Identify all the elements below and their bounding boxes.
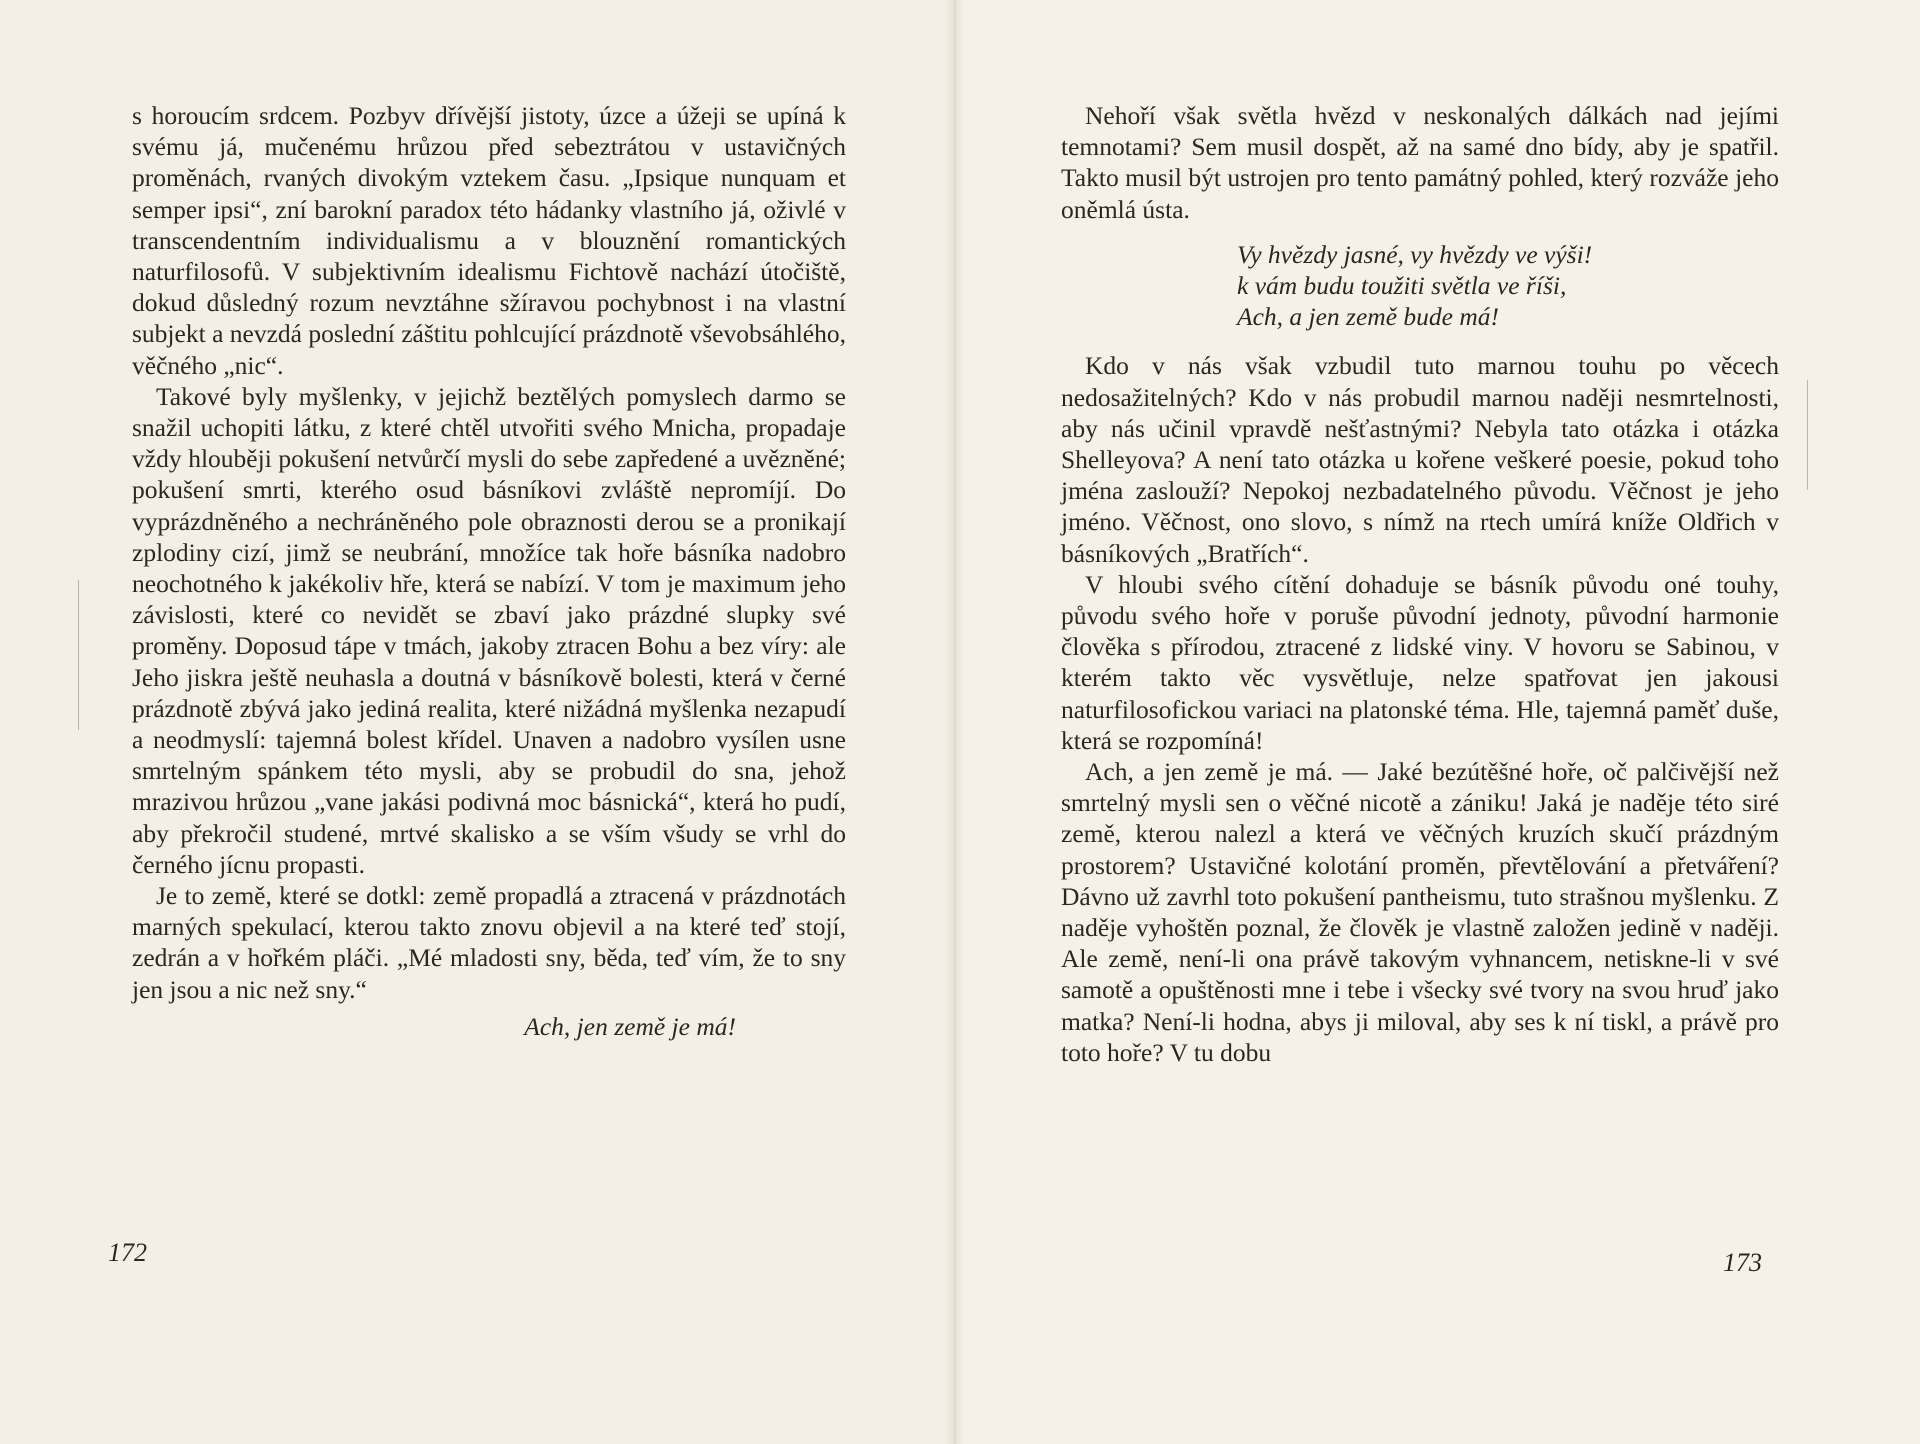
verse-line: Ach, a jen země bude má!	[1237, 302, 1499, 332]
paragraph: Kdo v nás však vzbudil tuto marnou touhu po věcech nedosažitelných? Kdo v nás probudil marnou naději nesmrtelnosti, aby nás učinil vpravdě nešťastnými? Nebyla tato otázka i otázka Shelleyova? A není tato otázka u kořene veškeré poesie, pokud toho jména zaslouží? Nepokoj nezbadatelného původu. Věčnost je jeho jméno. Věčnost, ono slovo, s nímž na rtech umírá kníže Oldřich v básníkových „Bratřích“.	[1061, 351, 1779, 568]
paragraph: V hloubi svého cítění dohaduje se básník původu oné touhy, původu svého hoře v poruše původní jednoty, původní harmonie člověka s přírodou, ztracené z lidské viny. V hovoru se Sabinou, v kterém takto věc vysvětluje, nelze spatřovat jen jakousi naturfilosofickou variaci na platonské téma. Hle, tajemná paměť duše, která se rozpomíná!	[1061, 569, 1779, 755]
margin-mark	[1807, 380, 1808, 490]
page-number-right: 173	[1723, 1248, 1762, 1277]
verse-line: Vy hvězdy jasné, vy hvězdy ve výši!	[1237, 239, 1593, 269]
margin-mark	[78, 580, 79, 730]
paragraph: Ach, a jen země je má. — Jaké bezútěšné hoře, oč palčivější než smrtelný mysli sen o věčné nicotě a zániku! Jaká je naděje této siré země, kterou nalezl a která ve věčných kruzích skučí prázdným prostorem? Ustavičné kolotání proměn, převtělování a přetváření? Dávno už zavrhl toto pokušení pantheismu, tuto strašnou myšlenku. Z naděje vyhoštěn poznal, že člověk je vlastně založen jedině v naději. Ale země, není-li ona právě takovým vyhnancem, netiskne-li v své samotě a opuštěnosti mne i tebe i všecky své tvory na svou hruď jako matka? Není-li hodna, abys ji miloval, aby ses k ní tiskl, a právě pro toto hoře? V tu dobu	[1061, 757, 1779, 1067]
paragraph: Je to země, které se dotkl: země propadlá a ztracená v prázdnotách marných spekulací, kterou takto znovu objevil a na které teď stojí, zedrán a v hořkém pláči. „Mé mladosti sny, běda, teď vím, že to sny jen jsou a nic než sny.“	[132, 881, 846, 1004]
book-gutter	[946, 0, 964, 1444]
paragraph: Nehoří však světla hvězd v neskonalých dálkách nad jejími temnotami? Sem musil dospět, až na samé dno bídy, aby je spatřil. Takto musil být ustrojen pro tento památný pohled, který rozváže jeho oněmlá ústa.	[1061, 101, 1779, 224]
closing-line: Ach, jen země je má!	[524, 1011, 736, 1041]
right-page	[955, 0, 1920, 1444]
verse-line: k vám budu toužiti světla ve říši,	[1237, 271, 1567, 301]
paragraph: s horoucím srdcem. Pozbyv dřívější jistoty, úzce a úžeji se upíná k svému já, mučenému hrůzou před sebeztrátou v ustavičných proměnách, rvaných divokým vztekem času. „Ipsique nunquam et semper ipsi“, zní barokní paradox této hádanky vlastního já, oživlé v transcendentním individualismu a v blouznění romantických naturfilosofů. V subjektivním idealismu Fichtově nachází útočiště, dokud důsledný rozum nevztáhne sžíravou pochybnost i na vlastní subjekt a nevzdá poslední záštitu pohlcující prázdnotě vševobsáhlého, věčného „nic“.	[132, 101, 846, 380]
paragraph: Takové byly myšlenky, v jejichž beztělých pomyslech darmo se snažil uchopiti látku, z které chtěl utvořiti svého Mnicha, propadaje vždy hlouběji pokušení netvůrčí mysli do sebe zapředené a uvězněné; pokušení smrti, kterého osud básníkovi zvláště nepromíjí. Do vyprázdněného a nechráněného pole obraznosti derou se a pronikají zplodiny cizí, jimž se neubrání, množíce tak hoře básníka nadobro neochotného k jakékoliv hře, která se nabízí. V tom je maximum jeho závislosti, které co nevidět se zbaví jako prázdné slupky své proměny. Doposud tápe v tmách, jakoby ztracen Bohu a bez víry: ale Jeho jiskra ještě neuhasla a doutná v básníkově bolesti, která v černé prázdnotě zbývá jako jediná realita, které nižádná myšlenka nezapudí a neodmyslí: tajemná bolest křídel. Unaven a nadobro vysílen usne smrtelným spánkem této mysli, aby se probudil do sna, jehož mrazivou hrůzou „vane jakási podivná moc básnická“, která ho pudí, aby překročil studené, mrtvé skalisko a se vším všudy se vrhl do černého jícnu propasti.	[132, 381, 846, 879]
left-page-text	[132, 100, 846, 1042]
left-page	[0, 0, 955, 1444]
page-number-left: 172	[108, 1238, 147, 1267]
right-page-text	[1061, 100, 1779, 1068]
verse-block	[1061, 239, 1779, 333]
